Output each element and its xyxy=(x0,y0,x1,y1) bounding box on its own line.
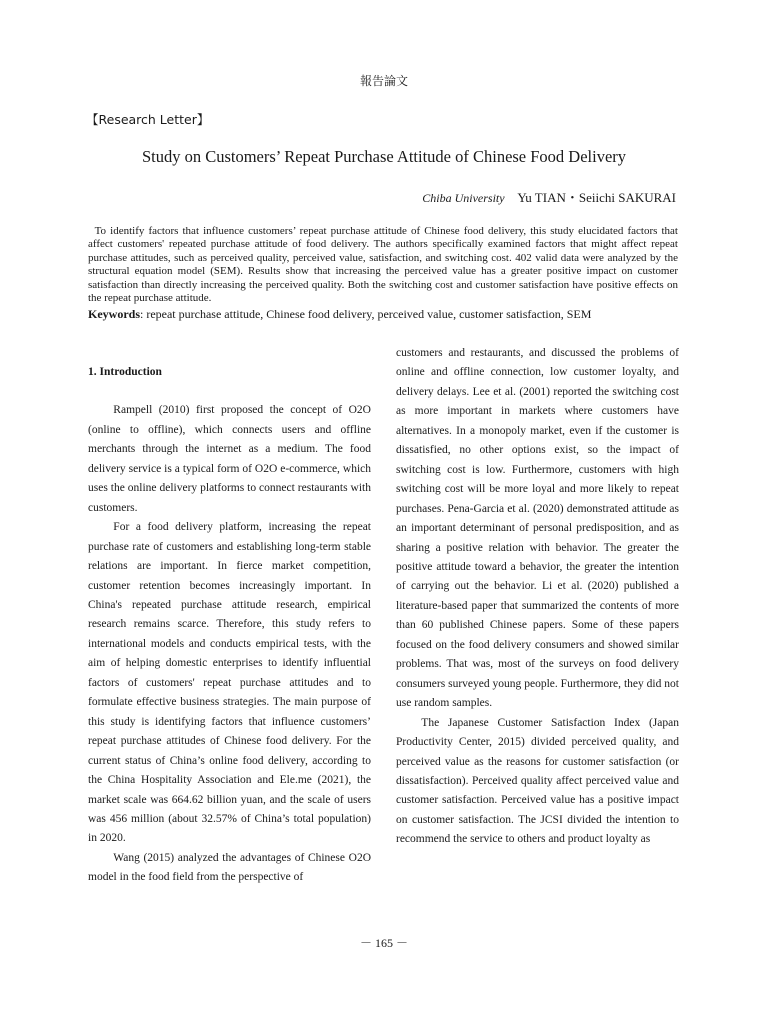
author-names: Yu TIAN・Seiichi SAKURAI xyxy=(517,190,676,205)
journal-section-header: 報告論文 xyxy=(359,74,408,88)
paragraph: The Japanese Customer Satisfaction Index (Japan Productivity Center, 2015) divided perceived quality, and perceived value as the reasons for customer satisfaction (or dissatisfaction). Perceived quality affect perceived value and customer satisfaction. Perceived value has a positive impact on customer satisfaction. The JCSI divided the intention to recommend the service to others and product loyalty as xyxy=(396,716,679,846)
page-number: － 165 － xyxy=(359,936,408,950)
paragraph: For a food delivery platform, increasing the repeat purchase rate of customers and establishing long-term stable relations are important. In fierce market competition, customer retention becomes increasingly important. In China's repeated purchase attitude research, empirical research remains scarce. Therefore, this study refers to international models and conducts empirical tests, with the aim of helping domestic enterprises to identify influential factors of customers' repeat purchase attitudes and to formulate effective business strategies. The main purpose of this study is identifying factors that influence customers’ repeat purchase attitudes of Chinese food delivery. For the current status of China’s online food delivery, according to the China Hospitality Association and Ele.me (2021), the market scale was 664.62 billion yuan, and the scale of users was 456 million (about 32.57% of China’s total population) in 2020. xyxy=(88,521,371,845)
paragraph: Rampell (2010) first proposed the concept of O2O (online to offline), which connects users and offline merchants through the internet as a medium. The food delivery service is a typical form of O2O e-commerce, which uses the online delivery platforms to connect restaurants with customers. xyxy=(88,404,371,514)
paragraph: customers and restaurants, and discussed the problems of online and offline connection, low customer loyalty, and delivery delays. Lee et al. (2001) reported the switching cost as more important in markets where customers have alternatives. In a monopoly market, even if the customer is dissatisfied, no other options exist, so the impact of switching cost is low. Furthermore, customers with high switching cost will be more loyal and more likely to repeat purchases. Pena-Garcia et al. (2020) demonstrated attitude as an important determinant of personal predisposition, and as sharing a positive relation with behavior. The greater the positive attitude toward a behavior, the greater the intention of carrying out the behavior. Li et al. (2020) published a literature-based paper that summarized the contents of more than 60 published Chinese papers. Some of these papers focused on the food delivery consumers and showed similar problems. That was, most of the surveys on food delivery consumers surveyed young people. Furthermore, they did not use random samples. xyxy=(396,347,679,710)
right-column xyxy=(396,344,679,850)
keywords xyxy=(88,307,688,322)
author-affiliation: Chiba University xyxy=(422,191,505,205)
left-column xyxy=(88,363,371,888)
paper-title: Study on Customers’ Repeat Purchase Attitude of Chinese Food Delivery xyxy=(141,147,627,166)
article-category: 【Research Letter】 xyxy=(86,112,210,127)
paragraph: Wang (2015) analyzed the advantages of Chinese O2O model in the food field from the perspective of xyxy=(88,851,371,884)
author-line xyxy=(422,187,676,206)
abstract: To identify factors that influence customers’ repeat purchase attitude of Chinese food delivery, this study elucidated factors that affect customers' repeated purchase attitude of food delivery. The authors specifically examined factors that might affect repeat purchase attitudes, such as perceived quality, perceived value, satisfaction, and switching cost. 402 valid data were analyzed by the structural equation model (SEM). Results show that increasing the perceived value has a greater positive impact on customer satisfaction than directly increasing the perceived quality. Both the switching cost and customer satisfaction have positive effects on the repeat purchase attitude. xyxy=(88,225,678,305)
keywords-text: : repeat purchase attitude, Chinese food delivery, perceived value, customer satisfaction, SEM xyxy=(140,307,592,321)
section-heading: 1. Introduction xyxy=(88,366,162,378)
keywords-label: Keywords xyxy=(88,307,140,321)
